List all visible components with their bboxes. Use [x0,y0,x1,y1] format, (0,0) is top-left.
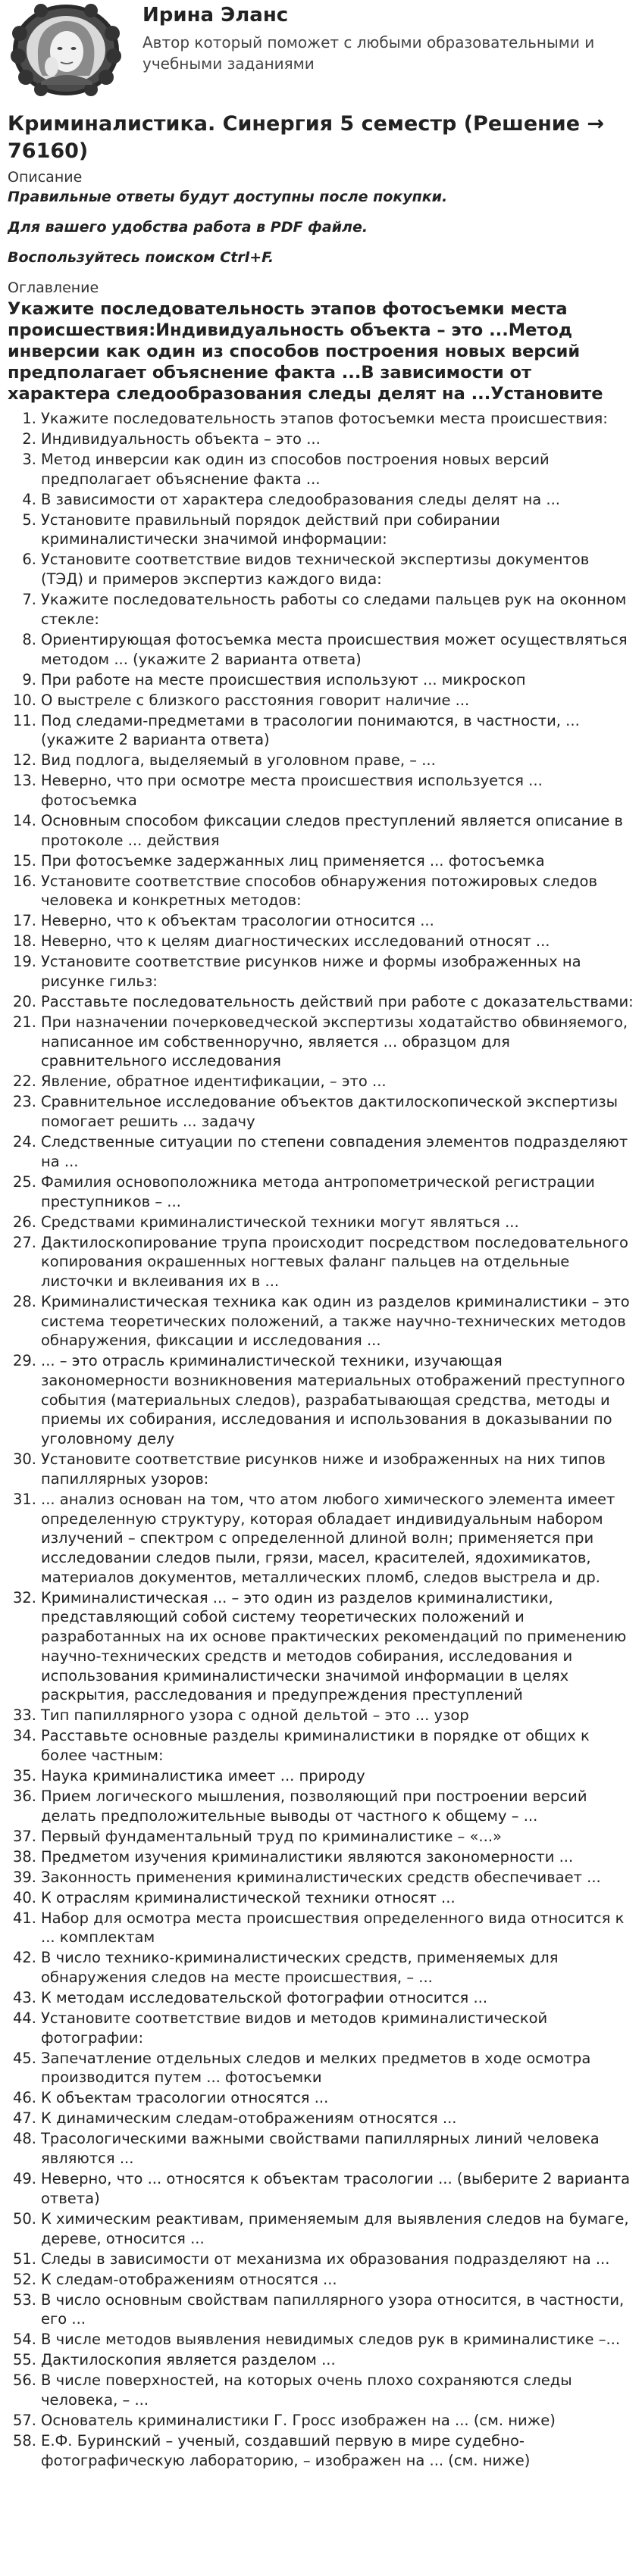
toc-item-number: 33. [12,1706,36,1725]
toc-item-text: При назначении почерковедческой экспертизы ходатайство обвиняемого, написанное им собственноручно, является ... образцом для сравнительного исследования [41,1013,628,1070]
toc-item[interactable] [8,992,634,1012]
avatar-image-icon [11,3,121,97]
toc-item-number: 23. [12,1093,36,1111]
toc-item-text: Метод инверсии как один из способов построения новых версий предполагает объяснение факта ... [41,451,550,488]
toc-item[interactable] [8,711,634,750]
toc-item-number: 40. [12,1888,36,1906]
toc-item[interactable] [8,511,634,549]
toc-item-number: 43. [12,1989,36,2007]
toc-item-text: Тип папиллярного узора с одной дельтой – это ... узор [41,1706,469,1725]
toc-item-text: К объектам трасологии относятся ... [41,2089,329,2107]
toc-item-text: Дактилоскопирование трупа происходит посредством последовательного копирования окрашенных ногтевых фаланг пальцев на отдельные листочки и вклеивания их в ... [41,1233,628,1290]
toc-item[interactable] [8,911,634,931]
toc-item-text: О выстреле с близкого расстояния говорит наличие ... [41,691,470,709]
toc-item-text: При фотосъемке задержанных лиц применяется ... фотосъемка [41,851,545,870]
toc-item[interactable] [8,1948,634,1987]
toc-item-text: К химическим реактивам, применяемым для выявления следов на бумаге, дереве, относится ... [41,2209,629,2247]
toc-item-number: 32. [12,1588,36,1606]
toc-item-number: 56. [12,2371,36,2390]
toc-item-number: 16. [12,872,36,890]
toc-item-number: 55. [12,2351,36,2369]
toc-item-number: 36. [12,1787,36,1805]
toc-item-number: 39. [12,1868,36,1886]
toc-item-number: 30. [12,1450,36,1469]
toc-item-number: 2. [22,430,36,448]
toc-item-text: Законность применения криминалистических средств обеспечивает ... [41,1868,601,1886]
toc-item-number: 35. [12,1766,36,1784]
toc-item-text: Фамилия основоположника метода антропометрической регистрации преступников – ... [41,1172,595,1210]
toc-item[interactable] [8,670,634,690]
toc-item-text: К динамическим следам-отображениям относятся ... [41,2109,457,2128]
toc-item-number: 28. [12,1292,36,1310]
toc-item-number: 51. [12,2250,36,2268]
toc-item[interactable] [8,630,634,669]
author-name[interactable]: Ирина Эланс [142,4,289,27]
toc-item-text: Наука криминалистика имеет ... природу [41,1766,365,1784]
toc-item-text: Неверно, что к объектам трасологии относится ... [41,912,434,930]
toc-item[interactable] [8,2371,634,2409]
toc-item-number: 24. [12,1133,36,1151]
toc-item-number: 49. [12,2170,36,2188]
toc-item[interactable] [8,2209,634,2248]
author-info [142,3,628,74]
toc-item[interactable] [8,811,634,850]
toc-item-number: 41. [12,1909,36,1927]
toc-item-text: В зависимости от характера следообразования следы делят на ... [41,490,560,508]
toc-item-number: 25. [12,1172,36,1191]
toc-item-number: 19. [12,953,36,971]
toc-item-text: Расставьте последовательность действий при работе с доказательствами: [41,993,634,1011]
toc-item[interactable] [8,2290,634,2329]
toc-item-text: Трасологическими важными свойствами папиллярных линий человека являются ... [41,2130,600,2168]
toc-item[interactable] [8,429,634,449]
toc-item-number: 47. [12,2109,36,2128]
toc-item-number: 14. [12,811,36,829]
toc-item[interactable] [8,1172,634,1211]
toc-item[interactable] [8,691,634,710]
toc-item[interactable] [8,1132,634,1171]
toc-item[interactable] [8,2049,634,2087]
toc-item-number: 42. [12,1949,36,1967]
toc-item-text: Следственные ситуации по степени совпадения элементов подразделяют на ... [41,1133,628,1170]
toc-item-number: 45. [12,2049,36,2067]
toc-item[interactable] [8,450,634,489]
toc-item[interactable] [8,1072,634,1091]
toc-item-text: Расставьте основные разделы криминалистики в порядке от общих к более частным: [41,1727,590,1764]
toc-item-text: Неверно, что ... относятся к объектам трасологии ... (выберите 2 варианта ответа) [41,2170,631,2207]
toc-item[interactable] [8,2270,634,2290]
toc-item[interactable] [8,1988,634,2008]
toc-item[interactable] [8,1351,634,1449]
toc-item-text: Основатель криминалистики Г. Гросс изображен на ... (см. ниже) [41,2411,556,2429]
toc-item-number: 27. [12,1233,36,1251]
toc-item[interactable] [8,2350,634,2370]
toc-item[interactable] [8,1292,634,1350]
table-of-contents [8,409,634,2470]
toc-item-text: Предметом изучения криминалистики являются закономерности ... [41,1847,574,1866]
toc-item[interactable] [8,409,634,429]
toc-item-text: Неверно, что к целям диагностических исследований относят ... [41,932,550,951]
toc-label: Оглавление [8,279,99,296]
toc-item-number: 54. [12,2331,36,2349]
toc-item[interactable] [8,1827,634,1847]
toc-item[interactable] [8,2109,634,2128]
toc-item-text: Средствами криминалистической техники могут являться ... [41,1213,519,1231]
toc-heading: Укажите последовательность этапов фотосъемки места происшествия:Индивидуальность объекта – это ...Метод инверсии как один из способов построения новых версий предполагает объяснение факта ...В зависимости от характера следообразования следы делят на ...Установите [8,299,603,404]
avatar[interactable] [11,3,121,97]
toc-item-number: 22. [12,1073,36,1091]
toc-item-number: 21. [12,1013,36,1032]
toc-item[interactable] [8,2088,634,2108]
toc-item-text: Установите соответствие способов обнаружения потожировых следов человека и конкретных методов: [41,872,597,910]
toc-item-text: Вид подлога, выделяемый в уголовном праве, – ... [41,751,436,770]
toc-item-text: Явление, обратное идентификации, – это ... [41,1073,387,1091]
toc-item[interactable] [8,1233,634,1291]
toc-item-text: Установите правильный порядок действий при собирании криминалистически значимой информации: [41,511,500,548]
toc-item-text: К отраслям криминалистической техники относят ... [41,1888,456,1906]
toc-item-number: 17. [12,912,36,930]
toc-item-text: Е.Ф. Буринский – ученый, создавший первую в мире судебно-фотографическую лабораторию, – изображен на ... (см. ниже) [41,2431,531,2469]
toc-item-text: При работе на месте происшествия используют ... микроскоп [41,670,526,688]
toc-item-number: 52. [12,2270,36,2288]
toc-item-number: 7. [22,591,36,609]
toc-item-number: 57. [12,2411,36,2429]
toc-item[interactable] [8,1766,634,1786]
toc-item-number: 46. [12,2089,36,2107]
toc-item[interactable] [8,751,634,770]
toc-item[interactable] [8,1726,634,1765]
toc-item-number: 8. [22,630,36,648]
toc-item-text: Укажите последовательность этапов фотосъемки места происшествия: [41,410,608,427]
toc-item[interactable] [8,550,634,589]
toc-item[interactable] [8,1888,634,1908]
toc-item-text: Ориентирующая фотосъемка места происшествия может осуществляться методом ... (укажите 2 варианта ответа) [41,630,628,668]
toc-item[interactable] [8,2431,634,2470]
toc-item-number: 31. [12,1490,36,1508]
toc-item-number: 3. [22,451,36,468]
toc-item-number: 12. [12,751,36,770]
toc-item-number: 44. [12,2009,36,2028]
toc-item-number: 38. [12,1847,36,1866]
toc-item-text: Под следами-предметами в трасологии понимаются, в частности, ... (укажите 2 варианта ответа) [41,711,580,749]
toc-item-text: В число основным свойствам папиллярного узора относится, в частности, его ... [41,2290,625,2328]
toc-item[interactable] [8,1490,634,1588]
toc-item-number: 9. [22,670,36,688]
toc-item[interactable] [8,932,634,951]
toc-item-number: 53. [12,2290,36,2309]
toc-item-text: В число технико-криминалистических средств, применяемых для обнаружения следов на месте происшествия, – ... [41,1949,559,1987]
author-description: Автор который поможет с любыми образовательными и учебными заданиями [142,33,595,73]
toc-item-text: Сравнительное исследование объектов дактилоскопической экспертизы помогает решить ... задачу [41,1093,619,1131]
toc-item-text: К следам-отображениям относятся ... [41,2270,337,2288]
toc-item-number: 15. [12,851,36,870]
toc-item[interactable] [8,590,634,629]
toc-item-text: В числе поверхностей, на которых очень плохо сохраняются следы человека, – ... [41,2371,572,2409]
pdf-note: Для вашего удобства работа в PDF файле. [8,219,368,236]
toc-item-number: 5. [22,511,36,529]
toc-item[interactable] [8,2411,634,2431]
toc-item-text: Криминалистическая ... – это один из разделов криминалистики, представляющий собой систему теоретических положений и разработанных на их основе практических рекомендаций по применению научно-технических средств и методов собирания, исследования и использования криминалистически значимой информации в целях раскрытия, расследования и предупреждения преступлений [41,1588,627,1704]
toc-item[interactable] [8,952,634,991]
toc-item[interactable] [8,1868,634,1888]
toc-item-number: 11. [12,711,36,729]
toc-item-text: Установите соответствие видов технической экспертизы документов (ТЭД) и примеров экспертиз каждого вида: [41,551,590,589]
toc-item-text: Основным способом фиксации следов преступлений является описание в протоколе ... действия [41,811,623,849]
toc-item-text: Запечатление отдельных следов и мелких предметов в ходе осмотра производится путем ... фотосъемки [41,2049,591,2087]
toc-item[interactable] [8,1450,634,1488]
toc-item-text: Установите соответствие рисунков ниже и изображенных на них типов папиллярных узоров: [41,1450,606,1488]
toc-item-number: 58. [12,2431,36,2450]
toc-item-text: Следы в зависимости от механизма их образования подразделяют на ... [41,2250,610,2268]
toc-item-text: Неверно, что при осмотре места происшествия используется ... фотосъемка [41,772,543,809]
toc-item-number: 18. [12,932,36,951]
toc-item-text: Установите соответствие видов и методов криминалистической фотографии: [41,2009,548,2047]
toc-item-number: 10. [12,691,36,709]
toc-item-text: ... анализ основан на том, что атом любого химического элемента имеет определенную структуру, которая обладает индивидуальным набором излучений – спектром с определенной длиной волн; применяется при исследовании следов пыли, грязи, масел, красителей, ядохимикатов, материалов документов, металлических пломб, следов выстрела и др. [41,1490,615,1586]
toc-item[interactable] [8,1847,634,1867]
toc-item[interactable] [8,1013,634,1071]
purchase-note: Правильные ответы будут доступны после покупки. [8,189,448,205]
toc-item[interactable] [8,2129,634,2168]
search-note: Воспользуйтесь поиском Ctrl+F. [8,249,274,266]
toc-item-text: ... – это отрасль криминалистической техники, изучающая закономерности возникновения материальных отображений преступного события (материальных следов), разрабатывающая средства, методы и приемы их собирания, исследования и использования в доказывании по уголовному делу [41,1352,625,1448]
toc-item-text: Криминалистическая техника как один из разделов криминалистики – это система теоретических положений, а также научно-технических методов обнаружения, фиксации и исследования ... [41,1292,630,1350]
toc-item-text: В числе методов выявления невидимых следов рук в криминалистике –... [41,2331,621,2349]
toc-item-text: Первый фундаментальный труд по криминалистике – «...» [41,1827,502,1845]
toc-item[interactable] [8,1092,634,1131]
toc-item-number: 29. [12,1352,36,1370]
toc-item-text: Прием логического мышления, позволяющий при построении версий делать предположительные выводы от частного к общему – ... [41,1787,587,1825]
toc-item[interactable] [8,1588,634,1705]
toc-item[interactable] [8,1706,634,1725]
toc-item[interactable] [8,1909,634,1947]
toc-item-text: К методам исследовательской фотографии относится ... [41,1989,488,2007]
toc-item-number: 50. [12,2209,36,2228]
toc-item-number: 26. [12,1213,36,1231]
toc-item-number: 6. [22,551,36,569]
toc-item[interactable] [8,771,634,810]
author-card [8,0,634,108]
toc-item-text: Дактилоскопия является разделом ... [41,2351,336,2369]
toc-item-number: 4. [22,490,36,508]
toc-item[interactable] [8,851,634,871]
toc-item[interactable] [8,1787,634,1825]
toc-item-text: Установите соответствие рисунков ниже и формы изображенных на рисунке гильз: [41,953,581,991]
toc-item-text: Набор для осмотра места происшествия определенного вида относится к ... комплектам [41,1909,625,1947]
document-title: Криминалистика. Синергия 5 семестр (Решение → 76160) [8,112,605,163]
description-label: Описание [8,169,83,186]
toc-item-number: 20. [12,993,36,1011]
toc-item[interactable] [8,872,634,910]
toc-item-number: 1. [22,410,36,427]
toc-item[interactable] [8,2330,634,2350]
toc-item-number: 13. [12,772,36,790]
toc-item[interactable] [8,2009,634,2047]
toc-item[interactable] [8,490,634,510]
toc-item[interactable] [8,2250,634,2269]
toc-item-number: 34. [12,1727,36,1745]
toc-item-number: 37. [12,1827,36,1845]
toc-item-text: Укажите последовательность работы со следами пальцев рук на оконном стекле: [41,591,627,628]
toc-item-number: 48. [12,2130,36,2148]
toc-item[interactable] [8,2169,634,2208]
toc-item[interactable] [8,1213,634,1232]
toc-item-text: Индивидуальность объекта – это ... [41,430,321,448]
